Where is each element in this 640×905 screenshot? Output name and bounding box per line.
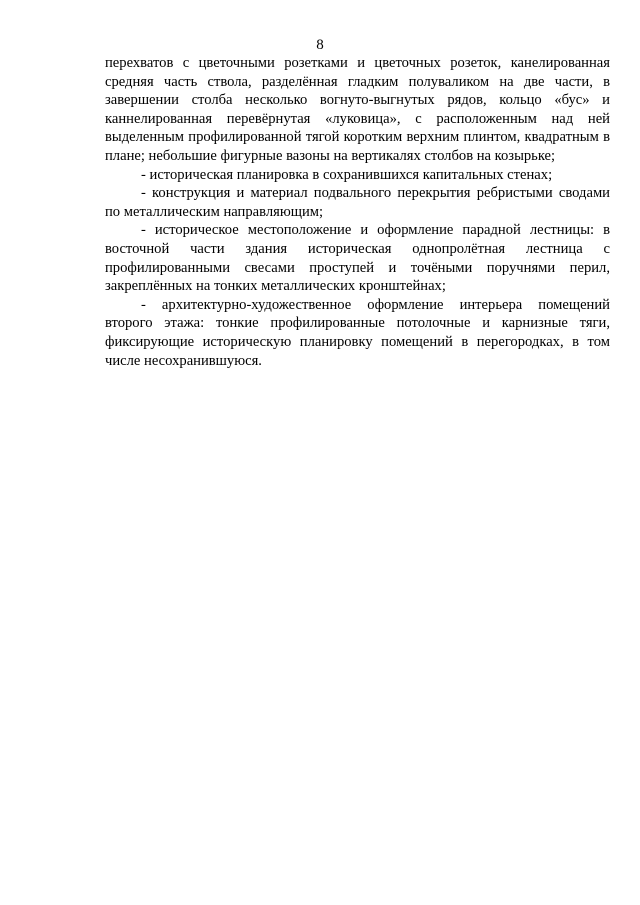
document-body bbox=[105, 54, 610, 370]
list-item-planning: - историческая планировка в сохранившихся капитальных стенах; bbox=[141, 166, 553, 183]
list-item-basement-ceiling: - конструкция и материал подвального перекрытия ребристыми сводами по металлическим направляющим; bbox=[105, 185, 610, 220]
page-number: 8 bbox=[316, 37, 324, 53]
paragraph-continuation: перехватов с цветочными розетками и цветочных розеток, канелированная средняя часть ствола, разделённая гладким полуваликом на две части, в завершении столба несколько вогнуто-выгнутых рядов, кольцо «бус» и каннелированная перевёрнутая «луковица», с расположенным над ней выделенным профилированной тягой коротким верхним плинтом, квадратным в плане; небольшие фигурные вазоны на вертикалях столбов на козырьке; bbox=[105, 55, 610, 164]
list-item-interior-decoration: - архитектурно-художественное оформление интерьера помещений второго этажа: тонкие профилированные потолочные и карнизные тяги, фиксирующие историческую планировку помещений в перегородках, в том числе несохранившуюся. bbox=[105, 296, 610, 369]
list-item-staircase: - историческое местоположение и оформление парадной лестницы: в восточной части здания историческая однопролётная лестница с профилированными свесами проступей и точёными поручнями перил, закреплённых на тонких металлических кронштейнах; bbox=[105, 222, 610, 295]
